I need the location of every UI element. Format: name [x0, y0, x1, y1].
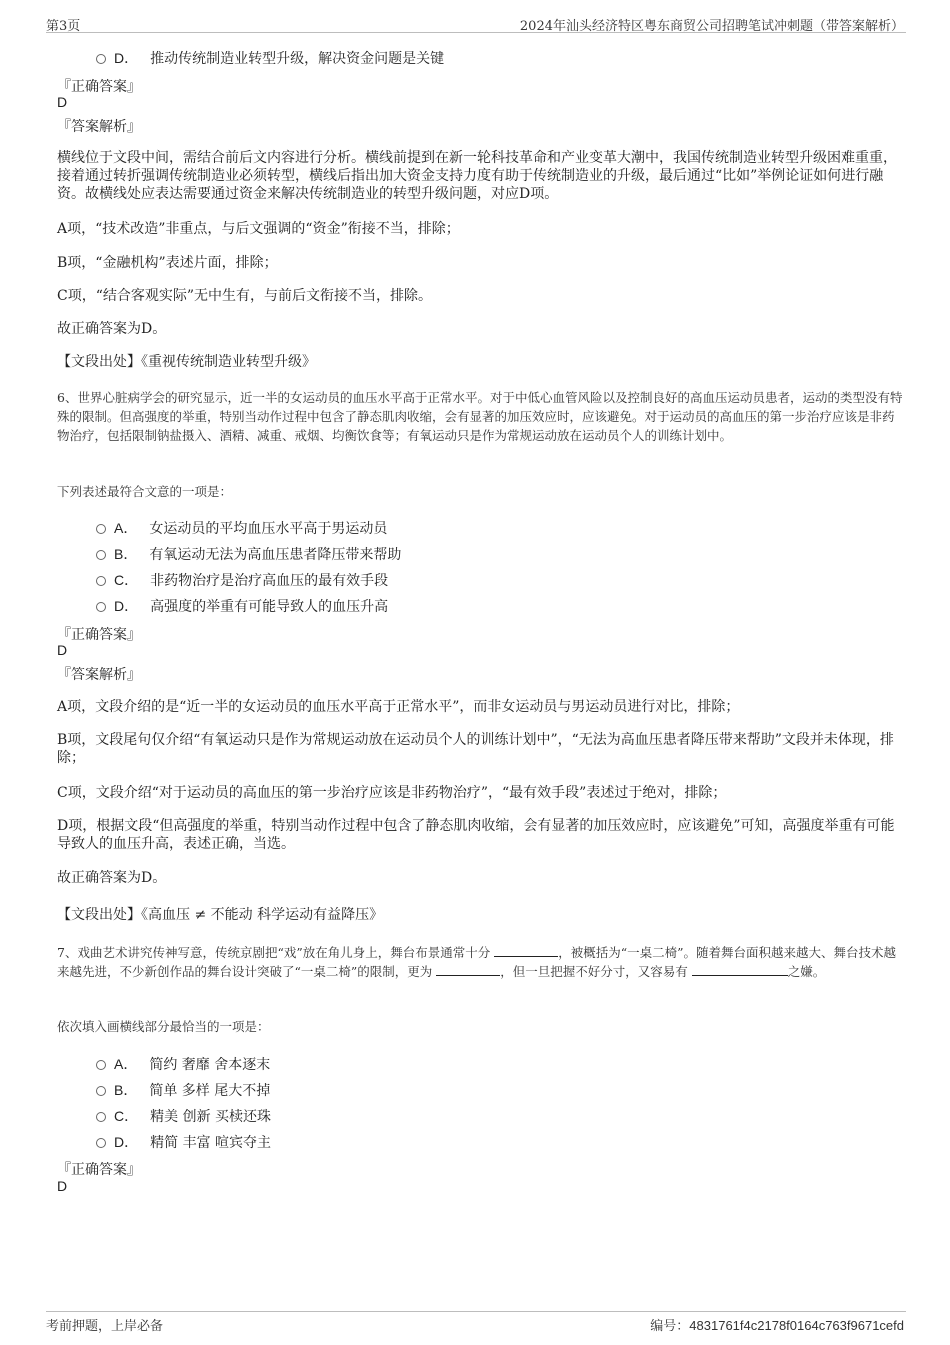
conclusion: 故正确答案为D。 — [57, 870, 167, 886]
analysis-d-note: D项，根据文段“但高强度的举重，特别当动作过程中包含了静态肌肉收缩，会有显著的加压效应时，应该避免”可知，高强度举重有可能导致人的血压升高，表述正确，当选。 — [57, 818, 895, 852]
analysis-c-note: C项，“结合客观实际”无中生有，与前后文衔接不当，排除。 — [57, 288, 433, 304]
radio-icon[interactable] — [96, 1138, 106, 1148]
radio-icon[interactable] — [96, 1060, 106, 1070]
answer-value: D — [57, 642, 68, 658]
radio-icon[interactable] — [96, 1112, 106, 1122]
blank-1[interactable] — [494, 945, 558, 957]
document-title: 2024年汕头经济特区粤东商贸公司招聘笔试冲刺题（带答案解析） — [519, 19, 904, 34]
source: 【文段出处】《高血压 ≠ 不能动 科学运动有益降压》 — [57, 907, 384, 923]
page-header — [46, 13, 906, 33]
radio-icon[interactable] — [96, 54, 106, 64]
q7-option-b[interactable]: B． 简单 多样 尾大不掉 — [96, 1080, 270, 1100]
q6-option-c[interactable]: C． 非药物治疗是治疗高血压的最有效手段 — [96, 570, 388, 590]
radio-icon[interactable] — [96, 1086, 106, 1096]
q7-option-c[interactable]: C． 精美 创新 买椟还珠 — [96, 1106, 271, 1126]
radio-icon[interactable] — [96, 524, 106, 534]
radio-icon[interactable] — [96, 550, 106, 560]
q5-option-d[interactable]: D． 推动传统制造业转型升级，解决资金问题是关键 — [96, 48, 444, 68]
analysis-label: 『答案解析』 — [57, 667, 141, 683]
analysis-label: 『答案解析』 — [57, 119, 141, 135]
radio-icon[interactable] — [96, 602, 106, 612]
document-id: 编号：4831761f4c2178f0164c763f9671cefd — [650, 1318, 904, 1333]
q7-option-a[interactable]: A． 简约 奢靡 舍本逐末 — [96, 1054, 270, 1074]
analysis-paragraph: 横线位于文段中间，需结合前后文内容进行分析。横线前提到在新一轮科技革命和产业变革大潮中，我国传统制造业转型升级困难重重，接着通过转折强调传统制造业必须转型，横线后指出加大资金支持力度有助于传统制造业的升级，最后通过“比如”举例论证如何进行融资。故横线处应表达需要通过资金来解决传统制造业的转型升级问题，对应D项。 — [57, 150, 897, 202]
conclusion: 故正确答案为D。 — [57, 321, 167, 337]
blank-2[interactable] — [436, 964, 500, 976]
source: 【文段出处】《重视传统制造业转型升级》 — [57, 354, 316, 370]
q7-prompt: 依次填入画横线部分最恰当的一项是： — [57, 1019, 270, 1034]
page-footer — [46, 1311, 906, 1333]
q6-option-d[interactable]: D． 高强度的举重有可能导致人的血压升高 — [96, 596, 388, 616]
q6-option-a[interactable]: A． 女运动员的平均血压水平高于男运动员 — [96, 518, 387, 538]
analysis-a-note: A项，文段介绍的是“近一半的女运动员的血压水平高于正常水平”，而非女运动员与男运动员进行对比，排除； — [57, 699, 740, 715]
analysis-a-note: A项，“技术改造”非重点，与后文强调的“资金”衔接不当，排除； — [57, 221, 460, 237]
blank-3[interactable] — [692, 964, 788, 976]
answer-value: D — [57, 1178, 68, 1194]
answer-value: D — [57, 94, 68, 110]
analysis-b-note: B项，文段尾句仅介绍“有氧运动只是作为常规运动放在运动员个人的训练计划中”，“无法为高血压患者降压带来帮助”文段并未体现，排除； — [57, 732, 894, 766]
answer-label: 『正确答案』 — [57, 627, 141, 643]
q6-option-b[interactable]: B． 有氧运动无法为高血压患者降压带来帮助 — [96, 544, 401, 564]
page-number: 第3页 — [46, 19, 81, 34]
footer-slogan: 考前押题，上岸必备 — [46, 1319, 164, 1334]
q6-stem: 6、世界心脏病学会的研究显示，近一半的女运动员的血压水平高于正常水平。对于中低心血管风险以及控制良好的高血压运动员患者，运动的类型没有特殊的限制。但高强度的举重，特别当动作过程中包含了静态肌肉收缩，会有显著的加压效应时，应该避免。对于运动员的高血压的第一步治疗应该是非药物治疗，包括限制钠盐摄入、酒精、减重、戒烟、均衡饮食等；有氧运动只是作为常规运动放在运动员个人的训练计划中。 — [57, 390, 903, 443]
radio-icon[interactable] — [96, 576, 106, 586]
q7-option-d[interactable]: D． 精简 丰富 喧宾夺主 — [96, 1132, 271, 1152]
q7-stem: 7、戏曲艺术讲究传神写意，传统京剧把“戏”放在角儿身上，舞台布景通常十分 ，被概括为“一桌二椅”。随着舞台面积越来越大、舞台技术越来越先进，不少新创作品的舞台设计突破了“一桌二椅”的限制，更为 ，但一旦把握不好分寸，又容易有 之嫌。 — [57, 945, 897, 979]
analysis-b-note: B项，“金融机构”表述片面，排除； — [57, 255, 278, 271]
q6-prompt: 下列表述最符合文意的一项是： — [57, 484, 233, 499]
answer-label: 『正确答案』 — [57, 79, 141, 95]
analysis-c-note: C项，文段介绍“对于运动员的高血压的第一步治疗应该是非药物治疗”，“最有效手段”表述过于绝对，排除； — [57, 785, 727, 801]
answer-label: 『正确答案』 — [57, 1162, 141, 1178]
